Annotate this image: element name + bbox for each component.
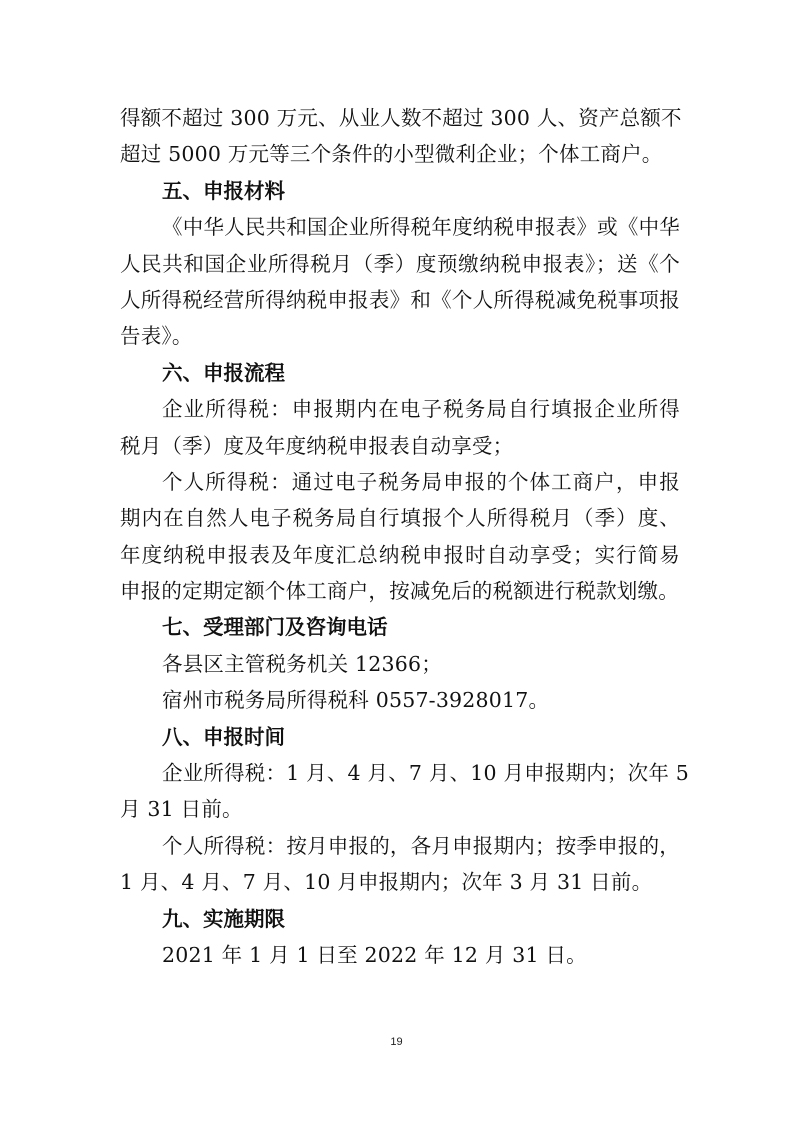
paragraph-line: 得额不超过 300 万元、从业人数不超过 300 人、资产总额不 (120, 106, 682, 130)
paragraph-line: 1 月、4 月、7 月、10 月申报期内；次年 3 月 31 日前。 (120, 870, 653, 895)
paragraph (120, 464, 680, 610)
paragraph (120, 391, 680, 464)
paragraph (120, 646, 680, 682)
paragraph-line: 《中华人民共和国企业所得税年度纳税申报表》或《中华 (162, 215, 680, 240)
paragraph (120, 209, 680, 355)
paragraph (120, 937, 680, 973)
paragraph-line: 个人所得税：按月申报的，各月申报期内；按季申报的， (162, 833, 680, 858)
paragraph (120, 100, 680, 173)
section-heading: 九、实施期限 (162, 906, 285, 931)
paragraph (120, 828, 680, 901)
section-heading: 五、申报材料 (162, 178, 285, 203)
paragraph-line: 宿州市税务局所得税科 0557-3928017。 (162, 688, 550, 713)
paragraph-line: 月 31 日前。 (120, 797, 243, 822)
paragraph-line: 企业所得税：1 月、4 月、7 月、10 月申报期内；次年 5 (162, 761, 690, 786)
section-heading: 八、申报时间 (162, 724, 285, 749)
document-body (120, 100, 690, 973)
paragraph-line: 期内在自然人电子税务局自行填报个人所得税月（季）度、 (120, 506, 680, 531)
paragraph-line: 年度纳税申报表及年度汇总纳税申报时自动享受；实行简易 (120, 542, 680, 567)
paragraph-line: 税月（季）度及年度纳税申报表自动享受； (120, 433, 514, 458)
paragraph-line: 企业所得税：申报期内在电子税务局自行填报企业所得 (162, 397, 680, 422)
paragraph-line: 人所得税经营所得纳税申报表》和《个人所得税减免税事项报 (120, 287, 680, 312)
paragraph-line: 各县区主管税务机关 12366； (162, 651, 442, 676)
paragraph-line: 个人所得税：通过电子税务局申报的个体工商户，申报 (162, 469, 680, 494)
section-heading: 七、受理部门及咨询电话 (162, 615, 388, 640)
section-heading: 六、申报流程 (162, 360, 285, 385)
paragraph-line: 申报的定期定额个体工商户，按减免后的税额进行税款划缴。 (120, 579, 679, 604)
paragraph (120, 682, 680, 718)
paragraph-line: 人民共和国企业所得税月（季）度预缴纳税申报表》；送《个 (120, 251, 680, 276)
paragraph-line: 2021 年 1 月 1 日至 2022 年 12 月 31 日。 (162, 942, 587, 967)
page-number: 19 (390, 1036, 403, 1048)
paragraph-line: 超过 5000 万元等三个条件的小型微利企业；个体工商户。 (120, 142, 663, 167)
paragraph-line: 告表》。 (120, 324, 193, 349)
paragraph (120, 755, 690, 828)
